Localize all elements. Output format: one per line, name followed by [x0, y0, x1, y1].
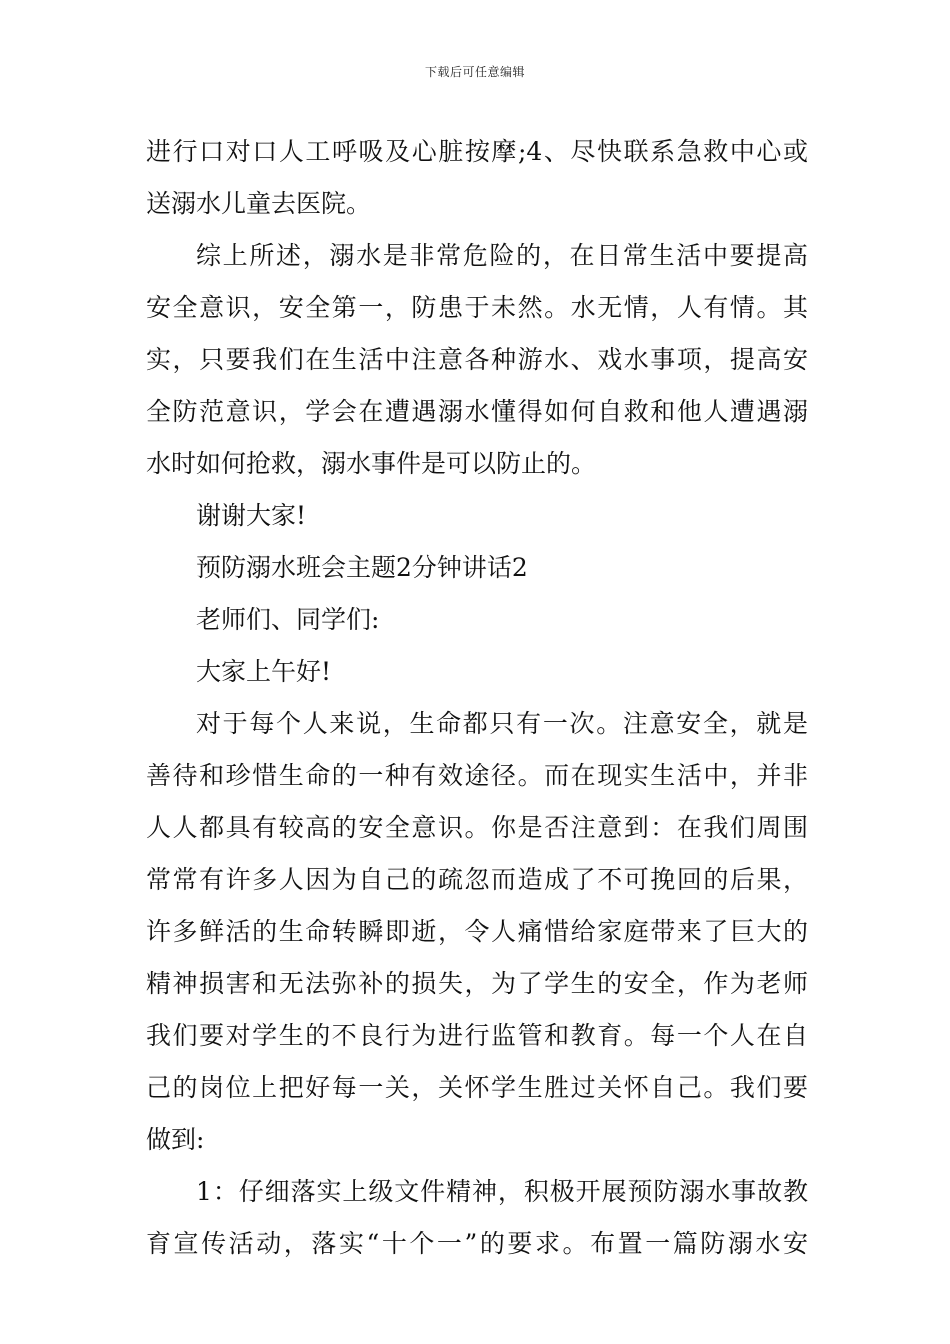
text-line: 预防溺水班会主题2分钟讲话2 — [196, 553, 528, 582]
page-header: 下载后可任意编辑 — [424, 65, 525, 79]
text-line: 全防范意识，学会在遭遇溺水懂得如何自救和他人遭遇溺 — [146, 397, 808, 426]
text-line: 1：仔细落实上级文件精神，积极开展预防溺水事故教 — [196, 1177, 808, 1206]
text-line: 老师们、同学们: — [196, 605, 380, 634]
text-line: 水时如何抢救，溺水事件是可以防止的。 — [146, 449, 597, 478]
text-line: 送溺水儿童去医院。 — [146, 189, 372, 218]
text-line: 谢谢大家! — [196, 501, 307, 530]
text-line: 常常有许多人因为自己的疏忽而造成了不可挽回的后果， — [146, 865, 808, 894]
text-line: 善待和珍惜生命的一种有效途径。而在现实生活中，并非 — [146, 761, 808, 790]
text-line: 综上所述，溺水是非常危险的，在日常生活中要提高 — [196, 241, 808, 270]
paragraph — [146, 646, 808, 698]
paragraph — [146, 698, 808, 1166]
text-line: 人人都具有较高的安全意识。你是否注意到：在我们周围 — [146, 813, 808, 842]
paragraph — [146, 594, 808, 646]
paragraph-title — [146, 542, 808, 594]
paragraph — [146, 490, 808, 542]
text-line: 实，只要我们在生活中注意各种游水、戏水事项，提高安 — [146, 345, 808, 374]
text-line: 育宣传活动，落实“十个一”的要求。布置一篇防溺水安 — [146, 1229, 808, 1258]
paragraph — [146, 1166, 808, 1270]
text-line: 精神损害和无法弥补的损失，为了学生的安全，作为老师 — [146, 969, 808, 998]
paragraph — [146, 230, 808, 490]
text-line: 做到: — [146, 1125, 205, 1154]
text-line: 许多鲜活的生命转瞬即逝，令人痛惜给家庭带来了巨大的 — [146, 917, 808, 946]
text-line: 对于每个人来说，生命都只有一次。注意安全，就是 — [196, 709, 808, 738]
text-line: 安全意识，安全第一，防患于未然。水无情，人有情。其 — [146, 293, 808, 322]
text-line: 进行口对口人工呼吸及心脏按摩;4、尽快联系急救中心或 — [146, 137, 808, 166]
text-line: 大家上午好! — [196, 657, 332, 686]
document-body — [146, 126, 808, 1270]
text-line: 己的岗位上把好每一关，关怀学生胜过关怀自己。我们要 — [146, 1073, 808, 1102]
text-line: 我们要对学生的不良行为进行监管和教育。每一个人在自 — [146, 1021, 808, 1050]
paragraph — [146, 126, 808, 230]
